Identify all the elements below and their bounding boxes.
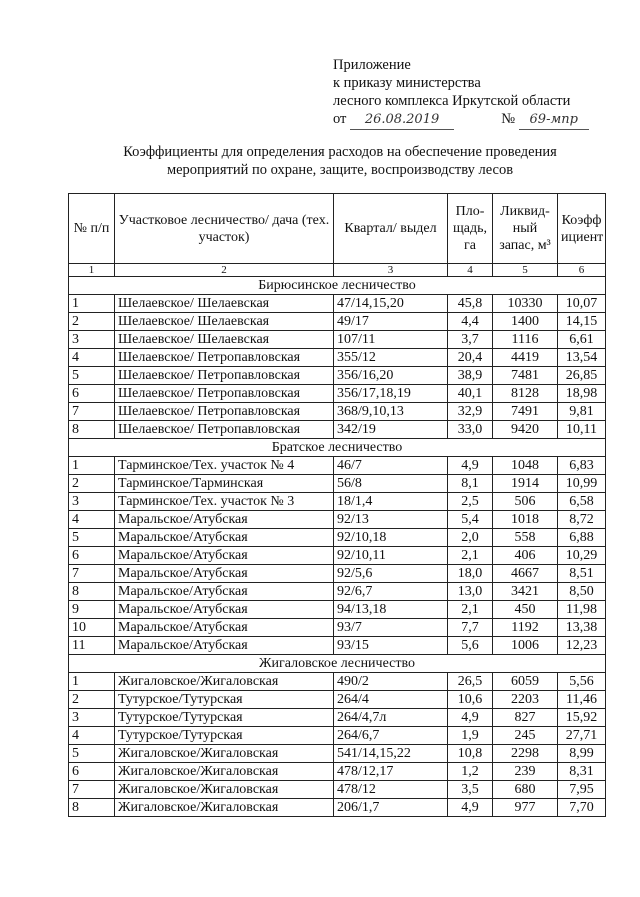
table-cell: Тутурское/Тутурская [115, 691, 334, 709]
section-title: Жигаловское лесничество [69, 655, 606, 673]
table-row [69, 331, 606, 349]
table-row [69, 637, 606, 655]
table-cell: 8,99 [558, 745, 606, 763]
table-cell: Жигаловское/Жигаловская [115, 799, 334, 817]
table-cell: Маральское/Атубская [115, 547, 334, 565]
table-cell: 2 [69, 313, 115, 331]
table-cell: 8128 [493, 385, 558, 403]
table-row [69, 511, 606, 529]
annex-line-2: к приказу министерства [333, 75, 481, 91]
table-cell: 13,0 [448, 583, 493, 601]
table-cell: 450 [493, 601, 558, 619]
section-row [69, 277, 606, 295]
table-cell: Маральское/Атубская [115, 601, 334, 619]
table-cell: 4 [69, 511, 115, 529]
table-cell: 4,4 [448, 313, 493, 331]
table-cell: 368/9,10,13 [334, 403, 448, 421]
table-cell: 92/13 [334, 511, 448, 529]
table-row [69, 313, 606, 331]
table-row [69, 601, 606, 619]
table-cell: 56/8 [334, 475, 448, 493]
table-cell: Маральское/Атубская [115, 529, 334, 547]
table-cell: 6 [69, 763, 115, 781]
column-number: 2 [115, 264, 334, 277]
table-row [69, 493, 606, 511]
table-cell: 3,5 [448, 781, 493, 799]
number-label: № [501, 111, 516, 127]
table-cell: 3 [69, 331, 115, 349]
annex-line-3: лесного комплекса Иркутской области [333, 93, 571, 109]
table-cell: 5 [69, 529, 115, 547]
table-cell: Маральское/Атубская [115, 511, 334, 529]
table-row [69, 529, 606, 547]
table-cell: Маральское/Атубская [115, 619, 334, 637]
handwritten-number: 69-мпр [519, 111, 589, 130]
table-cell: 12,23 [558, 637, 606, 655]
table-row [69, 475, 606, 493]
table-row [69, 781, 606, 799]
table-cell: 4,9 [448, 799, 493, 817]
table-cell: Тарминское/Тарминская [115, 475, 334, 493]
table-cell: 7,70 [558, 799, 606, 817]
table-cell: 355/12 [334, 349, 448, 367]
table-row [69, 385, 606, 403]
table-row [69, 457, 606, 475]
table-cell: 20,4 [448, 349, 493, 367]
table-cell: 1 [69, 457, 115, 475]
table-cell: 5 [69, 745, 115, 763]
table-cell: 10330 [493, 295, 558, 313]
table-cell: Маральское/Атубская [115, 637, 334, 655]
table-cell: Шелаевское/ Шелаевская [115, 295, 334, 313]
table-cell: 1 [69, 673, 115, 691]
table-cell: Тарминское/Тех. участок № 3 [115, 493, 334, 511]
section-row [69, 655, 606, 673]
table-cell: Жигаловское/Жигаловская [115, 745, 334, 763]
table-cell: 1048 [493, 457, 558, 475]
table-cell: Шелаевское/ Петропавловская [115, 349, 334, 367]
table-cell: 4667 [493, 565, 558, 583]
table-cell: 93/15 [334, 637, 448, 655]
table-cell: 245 [493, 727, 558, 745]
table-cell: 4419 [493, 349, 558, 367]
table-cell: 8,31 [558, 763, 606, 781]
table-row [69, 403, 606, 421]
table-cell: 7 [69, 403, 115, 421]
table-cell: 5,6 [448, 637, 493, 655]
section-title: Братское лесничество [69, 439, 606, 457]
table-cell: 33,0 [448, 421, 493, 439]
table-cell: 94/13,18 [334, 601, 448, 619]
header-row [69, 194, 606, 264]
table-cell: 3,7 [448, 331, 493, 349]
table-cell: 26,5 [448, 673, 493, 691]
table-cell: 490/2 [334, 673, 448, 691]
annex-block [333, 56, 589, 130]
table-row [69, 421, 606, 439]
table-cell: 4,9 [448, 457, 493, 475]
table-cell: 6 [69, 547, 115, 565]
table-cell: 107/11 [334, 331, 448, 349]
table-cell: 13,54 [558, 349, 606, 367]
table-cell: Жигаловское/Жигаловская [115, 673, 334, 691]
table-cell: 7481 [493, 367, 558, 385]
table-row [69, 727, 606, 745]
table-row [69, 565, 606, 583]
table-cell: Тутурское/Тутурская [115, 727, 334, 745]
table-cell: 46/7 [334, 457, 448, 475]
coefficients-table [68, 193, 606, 817]
table-cell: 18,0 [448, 565, 493, 583]
table-cell: 5,56 [558, 673, 606, 691]
table-cell: 4,9 [448, 709, 493, 727]
from-label: от [333, 111, 347, 127]
table-cell: Шелаевское/ Петропавловская [115, 403, 334, 421]
table-cell: 7,7 [448, 619, 493, 637]
table-cell: 1914 [493, 475, 558, 493]
table-cell: Жигаловское/Жигаловская [115, 781, 334, 799]
section-title: Бирюсинское лесничество [69, 277, 606, 295]
table-cell: 9 [69, 601, 115, 619]
table-cell: Тутурское/Тутурская [115, 709, 334, 727]
table-cell: 206/1,7 [334, 799, 448, 817]
table-cell: 6 [69, 385, 115, 403]
table-cell: 40,1 [448, 385, 493, 403]
table-cell: 6,58 [558, 493, 606, 511]
section-row [69, 439, 606, 457]
table-cell: 10,6 [448, 691, 493, 709]
column-number: 1 [69, 264, 115, 277]
table-cell: 8,72 [558, 511, 606, 529]
table-row [69, 763, 606, 781]
table-cell: Шелаевское/ Петропавловская [115, 421, 334, 439]
table-cell: 5,4 [448, 511, 493, 529]
table-cell: 7491 [493, 403, 558, 421]
table-cell: Маральское/Атубская [115, 583, 334, 601]
table-row [69, 673, 606, 691]
table-cell: 478/12,17 [334, 763, 448, 781]
table-cell: 15,92 [558, 709, 606, 727]
table-cell: 1 [69, 295, 115, 313]
table-cell: 7 [69, 781, 115, 799]
table-row [69, 619, 606, 637]
column-header: Квартал/ выдел [334, 194, 448, 264]
table-row [69, 349, 606, 367]
table-cell: 406 [493, 547, 558, 565]
table-cell: 45,8 [448, 295, 493, 313]
document-title [80, 143, 600, 179]
table-row [69, 691, 606, 709]
table-cell: 10,07 [558, 295, 606, 313]
table-row [69, 745, 606, 763]
table-cell: 8,50 [558, 583, 606, 601]
table-cell: 7 [69, 565, 115, 583]
handwritten-date: 26.08.2019 [350, 111, 454, 130]
table-cell: 13,38 [558, 619, 606, 637]
table-cell: 2,1 [448, 601, 493, 619]
table-cell: 1192 [493, 619, 558, 637]
table-cell: 14,15 [558, 313, 606, 331]
table-cell: 92/10,11 [334, 547, 448, 565]
table-cell: 541/14,15,22 [334, 745, 448, 763]
table-cell: 7,95 [558, 781, 606, 799]
table-cell: 264/6,7 [334, 727, 448, 745]
table-cell: 506 [493, 493, 558, 511]
table-cell: 8 [69, 799, 115, 817]
table-cell: Тарминское/Тех. участок № 4 [115, 457, 334, 475]
table-cell: 6,61 [558, 331, 606, 349]
column-header: Пло-щадь, га [448, 194, 493, 264]
table-cell: 1006 [493, 637, 558, 655]
table-cell: 3 [69, 709, 115, 727]
table-cell: 6,83 [558, 457, 606, 475]
table-cell: Шелаевское/ Шелаевская [115, 331, 334, 349]
table-cell: 8,1 [448, 475, 493, 493]
table-cell: 2203 [493, 691, 558, 709]
table-cell: 356/17,18,19 [334, 385, 448, 403]
table-cell: 18/1,4 [334, 493, 448, 511]
table-cell: 92/10,18 [334, 529, 448, 547]
table-cell: 3421 [493, 583, 558, 601]
table-row [69, 583, 606, 601]
table-cell: 92/5,6 [334, 565, 448, 583]
table-cell: 2,5 [448, 493, 493, 511]
table-cell: 5 [69, 367, 115, 385]
table-cell: 10,8 [448, 745, 493, 763]
table-cell: 8 [69, 421, 115, 439]
table-cell: 32,9 [448, 403, 493, 421]
table-cell: 11,46 [558, 691, 606, 709]
table-cell: 1,2 [448, 763, 493, 781]
table-cell: 2,0 [448, 529, 493, 547]
table-cell: 680 [493, 781, 558, 799]
table-cell: Жигаловское/Жигаловская [115, 763, 334, 781]
table-cell: 8,51 [558, 565, 606, 583]
table-cell: 1400 [493, 313, 558, 331]
table-cell: 1018 [493, 511, 558, 529]
column-number: 4 [448, 264, 493, 277]
table-cell: 10,29 [558, 547, 606, 565]
table-cell: 6,88 [558, 529, 606, 547]
table-cell: 264/4,7л [334, 709, 448, 727]
table-cell: 4 [69, 349, 115, 367]
table-cell: 4 [69, 727, 115, 745]
table-cell: Шелаевское/ Шелаевская [115, 313, 334, 331]
table-cell: 827 [493, 709, 558, 727]
table-row [69, 547, 606, 565]
table-cell: 264/4 [334, 691, 448, 709]
table-cell: 1,9 [448, 727, 493, 745]
table-cell: 2 [69, 691, 115, 709]
table-cell: 38,9 [448, 367, 493, 385]
table-cell: 356/16,20 [334, 367, 448, 385]
table-cell: 49/17 [334, 313, 448, 331]
column-header: Коэфф ициент [558, 194, 606, 264]
table-cell: 11 [69, 637, 115, 655]
table-cell: 558 [493, 529, 558, 547]
column-number: 5 [493, 264, 558, 277]
table-row [69, 367, 606, 385]
table-cell: 3 [69, 493, 115, 511]
table-cell: 47/14,15,20 [334, 295, 448, 313]
table-cell: 478/12 [334, 781, 448, 799]
table-cell: 977 [493, 799, 558, 817]
table-cell: Шелаевское/ Петропавловская [115, 367, 334, 385]
table-cell: 8 [69, 583, 115, 601]
table-cell: 93/7 [334, 619, 448, 637]
table-cell: 11,98 [558, 601, 606, 619]
title-line-2: мероприятий по охране, защите, воспроизводству лесов [166, 162, 514, 178]
table-cell: 9,81 [558, 403, 606, 421]
table-cell: 92/6,7 [334, 583, 448, 601]
table-cell: 2,1 [448, 547, 493, 565]
table-cell: 6059 [493, 673, 558, 691]
table-cell: 10,99 [558, 475, 606, 493]
table-cell: Маральское/Атубская [115, 565, 334, 583]
table-row [69, 709, 606, 727]
table-cell: 18,98 [558, 385, 606, 403]
annex-date-line [333, 110, 589, 130]
table-cell: 26,85 [558, 367, 606, 385]
column-number: 6 [558, 264, 606, 277]
table-row [69, 799, 606, 817]
table-cell: 9420 [493, 421, 558, 439]
column-header: Ликвид-ный запас, м³ [493, 194, 558, 264]
table-cell: Шелаевское/ Петропавловская [115, 385, 334, 403]
table-cell: 239 [493, 763, 558, 781]
table-cell: 10,11 [558, 421, 606, 439]
column-number-row [69, 264, 606, 277]
annex-line-1: Приложение [333, 57, 411, 73]
table-cell: 10 [69, 619, 115, 637]
table-row [69, 295, 606, 313]
table-cell: 27,71 [558, 727, 606, 745]
table-cell: 342/19 [334, 421, 448, 439]
table-cell: 2 [69, 475, 115, 493]
title-line-1: Коэффициенты для определения расходов на обеспечение проведения [123, 144, 557, 160]
table-cell: 2298 [493, 745, 558, 763]
column-header: № п/п [69, 194, 115, 264]
column-number: 3 [334, 264, 448, 277]
table-body [69, 277, 606, 817]
table-cell: 1116 [493, 331, 558, 349]
column-header: Участковое лесничество/ дача (тех. участок) [115, 194, 334, 264]
